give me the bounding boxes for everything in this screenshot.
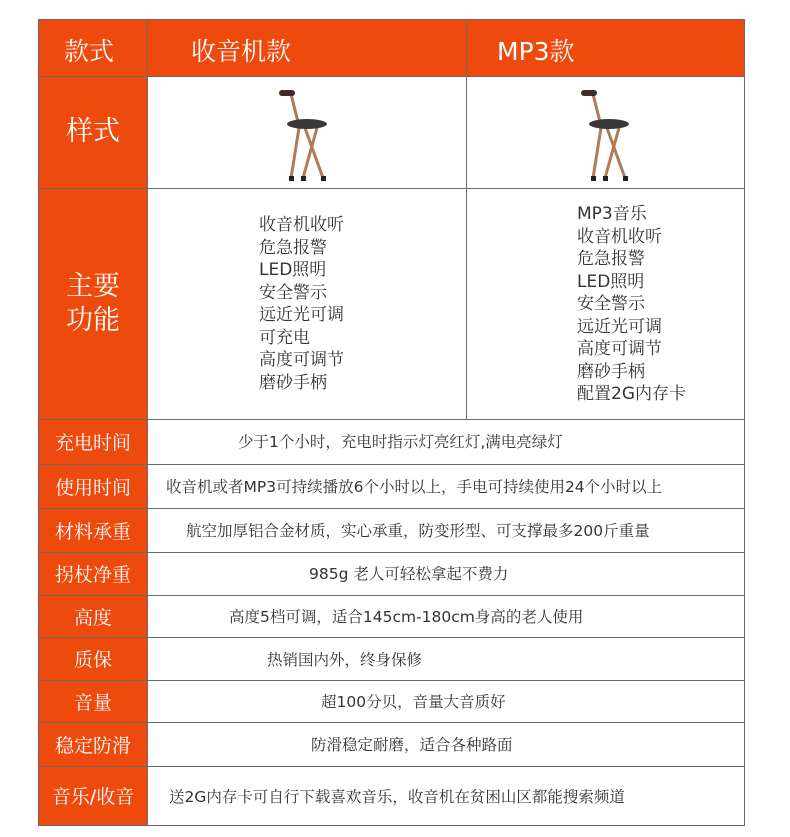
row-label-warranty: 质保	[39, 637, 147, 680]
list-item: 可充电	[259, 327, 310, 348]
antislip-value: 防滑稳定耐磨，适合各种路面	[311, 736, 513, 754]
list-item: 配置2G内存卡	[577, 384, 686, 404]
row-label-material: 材料承重	[39, 508, 147, 552]
list-item: 远近光可调	[259, 305, 344, 325]
list-item: 磨砂手柄	[577, 361, 645, 382]
row-label-weight: 拐杖净重	[39, 552, 147, 595]
list-item: 高度可调节	[259, 350, 344, 370]
list-item: 危急报警	[577, 249, 645, 269]
mp3-cane-seat-image	[579, 86, 635, 183]
row-label-style: 样式	[39, 76, 147, 188]
header-radio-model: 收音机款	[191, 37, 292, 66]
list-item: 收音机收听	[259, 215, 344, 235]
row-label-music: 音乐/收音	[39, 766, 147, 825]
row-label-usage-time: 使用时间	[39, 464, 147, 508]
radio-cane-seat-image	[277, 86, 333, 183]
music-value: 送2G内存卡可自行下载喜欢音乐，收音机在贫困山区都能搜索频道	[169, 788, 625, 806]
list-item: 磨砂手柄	[259, 372, 327, 393]
row-label-charge-time: 充电时间	[39, 419, 147, 464]
material-value: 航空加厚铝合金材质，实心承重，防变形型、可支撑最多200斤重量	[186, 522, 650, 540]
weight-value: 985g 老人可轻松拿起不费力	[309, 565, 509, 583]
spec-table	[38, 19, 745, 826]
list-item: 安全警示	[577, 294, 645, 314]
radio-feature-list	[259, 214, 344, 394]
header-mp3-model: MP3款	[497, 37, 575, 66]
list-item: 高度可调节	[577, 339, 662, 359]
list-item: 远近光可调	[577, 316, 662, 337]
warranty-value: 热销国内外，终身保修	[267, 651, 423, 669]
usage-time-value: 收音机或者MP3可持续播放6个小时以上，手电可持续使用24个小时以上	[166, 478, 663, 496]
row-label-features: 主要功能	[39, 188, 147, 419]
volume-value: 超100分贝，音量大音质好	[321, 693, 506, 711]
list-item: 收音机收听	[577, 226, 662, 247]
list-item: LED照明	[577, 271, 645, 292]
row-label-height: 高度	[39, 595, 147, 637]
list-item: MP3音乐	[577, 204, 647, 224]
row-label-antislip: 稳定防滑	[39, 722, 147, 766]
row-label-volume: 音量	[39, 680, 147, 722]
list-item: 危急报警	[259, 237, 327, 258]
header-style-label: 款式	[64, 37, 115, 66]
height-value: 高度5档可调，适合145cm-180cm身高的老人使用	[229, 608, 584, 626]
table-header	[39, 20, 744, 76]
charge-time-value: 少于1个小时，充电时指示灯亮红灯,满电亮绿灯	[238, 433, 563, 451]
list-item: LED照明	[259, 260, 327, 280]
list-item: 安全警示	[259, 282, 327, 303]
mp3-feature-list	[577, 203, 686, 406]
